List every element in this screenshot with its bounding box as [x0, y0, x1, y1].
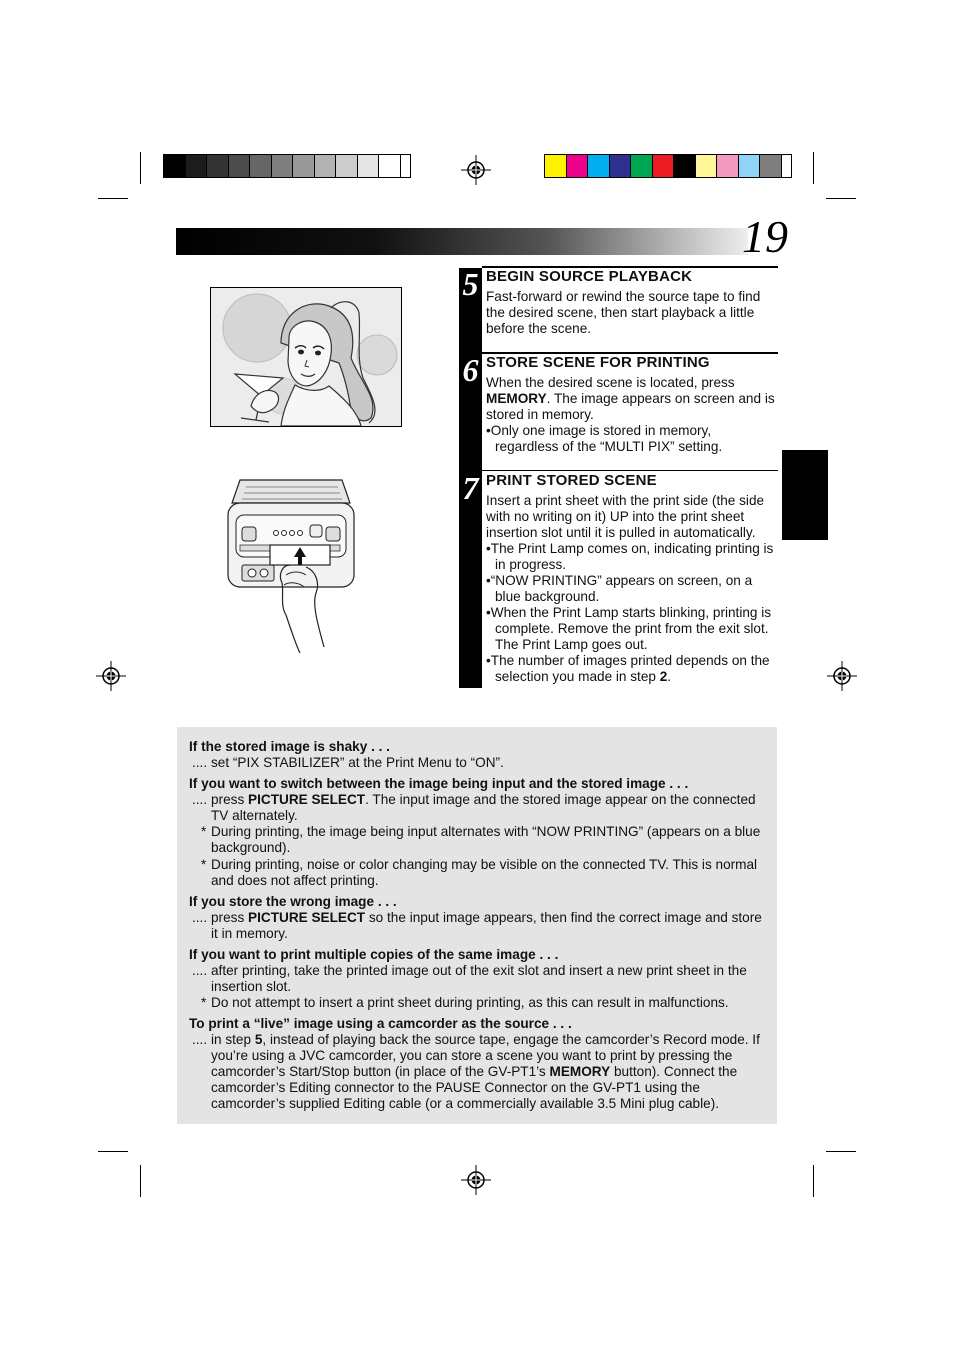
step-ref: 5: [254, 1032, 263, 1047]
note-heading: To print a “live” image using a camcorder as the source . . .: [189, 1016, 572, 1031]
step-text: .: [667, 669, 672, 684]
step-body: [486, 493, 778, 685]
crop-mark: [98, 198, 128, 199]
crop-mark: [826, 198, 856, 199]
color-swatch: [379, 155, 401, 177]
printer-insert-illustration: [220, 475, 370, 655]
color-swatch: [739, 155, 761, 177]
note-line: [189, 792, 769, 824]
color-swatch: [588, 155, 610, 177]
leader-dots: ....: [192, 755, 208, 770]
section-tab: [782, 450, 828, 540]
step-number: 5: [462, 266, 479, 302]
step-text: •The number of images printed depends on the selection you made in step: [486, 653, 770, 684]
note-text: . The input image and the stored image appear on the connected TV alternately.: [211, 792, 756, 823]
step-number: 6: [462, 352, 479, 388]
step-rule: [482, 470, 778, 471]
header-gradient-bar: [176, 228, 748, 255]
page-number: 19: [742, 211, 788, 262]
leader-dots: ....: [192, 910, 208, 925]
crop-mark: [813, 1165, 814, 1197]
button-name: PICTURE SELECT: [248, 910, 366, 925]
step-bullet: •“NOW PRINTING” appears on screen, on a blue background.: [486, 573, 753, 604]
note-line: [189, 1032, 769, 1112]
color-swatch: [760, 155, 782, 177]
leader-dots: ....: [192, 963, 208, 978]
color-swatch: [229, 155, 251, 177]
step-bullet: [486, 653, 778, 685]
color-swatch: [293, 155, 315, 177]
step-title: PRINT STORED SCENE: [486, 472, 657, 489]
step-7: [486, 470, 778, 685]
note-heading: If you want to switch between the image being input and the stored image . . .: [189, 776, 689, 791]
note-line: [189, 857, 769, 889]
note-line: [189, 755, 769, 771]
step-5: [486, 266, 778, 337]
step-ref: 2: [659, 669, 668, 684]
note-line: [189, 995, 769, 1011]
step-text: Insert a print sheet with the print side (the side with no writing on it) UP into the print sheet insertion slot until it is pulled in automatically.: [486, 493, 765, 540]
step-bullet: •Only one image is stored in memory, regardless of the “MULTI PIX” setting.: [486, 423, 723, 454]
color-swatch: [631, 155, 653, 177]
registration-mark-icon: [827, 661, 857, 691]
leader-dots: ....: [192, 792, 208, 807]
crop-mark: [98, 1151, 128, 1152]
color-swatch: [567, 155, 589, 177]
note-text: press: [211, 792, 249, 807]
note-text: Do not attempt to insert a print sheet during printing, as this can result in malfunctions.: [211, 995, 729, 1010]
asterisk: *: [201, 824, 207, 839]
note-line: [189, 824, 769, 856]
crop-mark: [140, 152, 141, 184]
color-swatch: [674, 155, 696, 177]
step-bullet: •The Print Lamp comes on, indicating printing is in progress.: [486, 541, 774, 572]
registration-mark-icon: [461, 1165, 491, 1195]
color-swatch: [164, 155, 186, 177]
leader-dots: ....: [192, 1032, 208, 1047]
step-6: [486, 352, 778, 455]
registration-mark-icon: [96, 661, 126, 691]
color-swatch: [545, 155, 567, 177]
asterisk: *: [201, 995, 207, 1010]
note-line: [189, 963, 769, 995]
asterisk: *: [201, 857, 207, 872]
registration-mark-icon: [461, 155, 491, 185]
color-swatch: [315, 155, 337, 177]
color-swatch: [358, 155, 380, 177]
color-swatch: [207, 155, 229, 177]
note-heading: If you store the wrong image . . .: [189, 894, 397, 909]
color-swatch: [336, 155, 358, 177]
color-swatch: [610, 155, 632, 177]
color-swatch: [250, 155, 272, 177]
button-name: MEMORY: [486, 391, 547, 406]
note-heading: If you want to print multiple copies of the same image . . .: [189, 947, 559, 962]
crop-mark: [813, 152, 814, 184]
color-swatch: [272, 155, 294, 177]
color-swatch: [717, 155, 739, 177]
color-swatch: [653, 155, 675, 177]
notes-box: [177, 727, 777, 1124]
note-text: , instead of playing back the source tape, engage the camcorder’s Record mode. If you’re using a JVC camcorder, you can store a scene you want to print by pressing the camcorder’s Start/Stop button (in place of the GV-PT1’s: [211, 1032, 760, 1079]
note-text: in step: [211, 1032, 255, 1047]
note-text: button). Connect the camcorder’s Editing connector to the PAUSE Connector on the GV-PT1 using the camcorder’s supplied Editing cable (or a commercially available 3.5 Mini plug cable).: [211, 1064, 738, 1111]
color-swatch: [186, 155, 208, 177]
step-body: Fast-forward or rewind the source tape to find the desired scene, then start playback a little before the scene.: [486, 289, 761, 336]
step-title: STORE SCENE FOR PRINTING: [486, 354, 710, 371]
step-title: BEGIN SOURCE PLAYBACK: [486, 268, 693, 285]
button-name: MEMORY: [549, 1064, 611, 1079]
note-text: During printing, the image being input alternates with “NOW PRINTING” (appears on a blue background).: [211, 824, 761, 855]
note-text: so the input image appears, then find the correct image and store it in memory.: [211, 910, 762, 941]
note-text: During printing, noise or color changing may be visible on the connected TV. This is normal and does not affect printing.: [211, 857, 758, 888]
step-text: . The image appears on screen and is stored in memory.: [486, 391, 775, 422]
step-text: When the desired scene is located, press: [486, 375, 735, 390]
tv-scene-illustration: [210, 287, 402, 427]
color-calibration-bar: [544, 154, 792, 178]
note-heading: If the stored image is shaky . . .: [189, 739, 390, 754]
grayscale-calibration-bar: [163, 154, 411, 178]
note-text: after printing, take the printed image out of the exit slot and insert a new print sheet in the insertion slot.: [211, 963, 747, 994]
note-text: press: [211, 910, 249, 925]
crop-mark: [826, 1151, 856, 1152]
button-name: PICTURE SELECT: [248, 792, 366, 807]
step-number: 7: [462, 470, 479, 506]
note-line: [189, 910, 769, 942]
step-body: [486, 375, 778, 455]
color-swatch: [696, 155, 718, 177]
notes-content: [189, 739, 769, 1112]
step-bullet: •When the Print Lamp starts blinking, printing is complete. Remove the print from the exit slot. The Print Lamp goes out.: [486, 605, 772, 652]
crop-mark: [140, 1165, 141, 1197]
note-text: set “PIX STABILIZER” at the Print Menu to “ON”.: [211, 755, 504, 770]
